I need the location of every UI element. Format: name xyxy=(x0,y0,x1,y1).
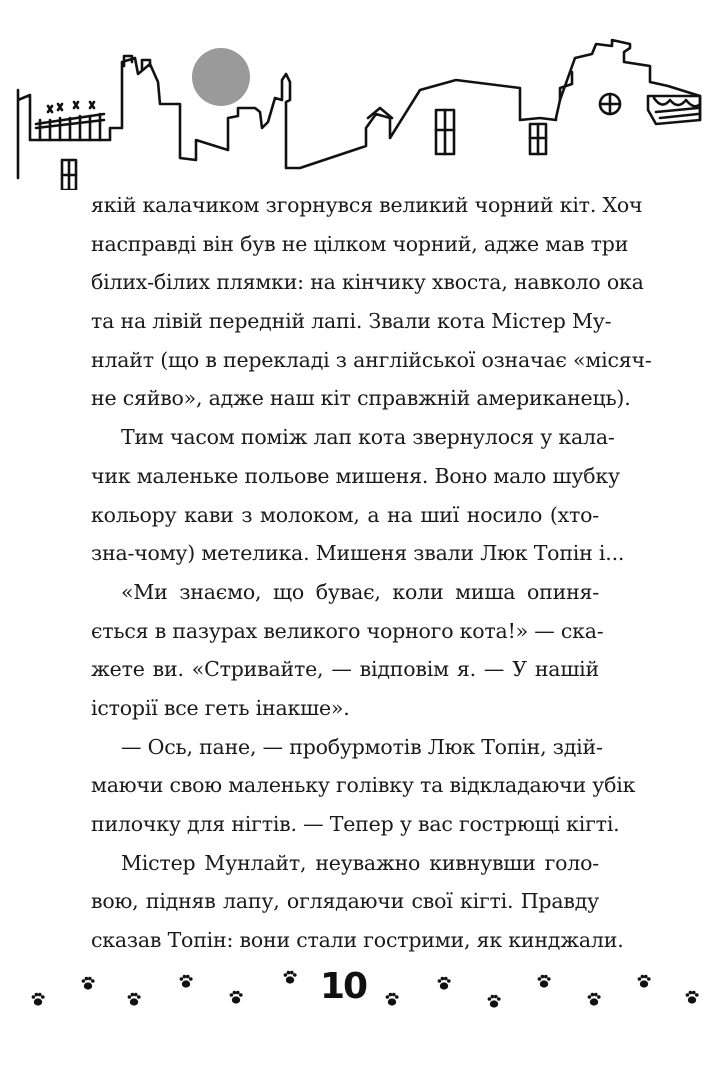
text-line: вою, підняв лапу, оглядаючи свої кігті. Правду xyxy=(91,889,599,914)
paw-print-icon xyxy=(538,975,551,988)
paw-print-icon xyxy=(230,991,243,1004)
paw-print-icon xyxy=(638,975,651,988)
text-line: «Ми знаємо, що буває, коли миша опиня- xyxy=(121,579,599,604)
text-line: насправді він був не цілком чорний, адже мав три xyxy=(91,231,629,256)
text-line: сказав Топін: вони стали гострими, як кинджали. xyxy=(91,928,624,953)
paw-print-icon xyxy=(488,995,501,1008)
text-line: Тим часом поміж лап кота звернулося у кала- xyxy=(121,425,615,450)
text-line: чик маленьке польове мишеня. Воно мало шубку xyxy=(91,463,620,488)
text-line: кольору кави з молоком, а на шиї носило (хто- xyxy=(91,502,599,527)
text-line: якій калачиком згорнувся великий чорний кіт. Хоч xyxy=(91,193,643,217)
paw-print-icon xyxy=(686,991,699,1004)
text-line: історії все геть інакше». xyxy=(91,695,350,720)
text-line: маючи свою маленьку голівку та відкладаючи убік xyxy=(91,773,636,798)
text-line: нлайт (що в перекладі з англійської означає «місяч- xyxy=(91,347,652,372)
paw-print-icon xyxy=(32,993,45,1006)
rooftops-illustration xyxy=(0,0,715,190)
paw-print-icon xyxy=(588,993,601,1006)
paw-print-icon xyxy=(180,975,193,988)
text-line: зна-чому) метелика. Мишеня звали Люк Топін і... xyxy=(91,541,625,566)
text-line: Містер Мунлайт, неуважно кивнувши голо- xyxy=(121,850,599,875)
text-line: білих-білих плямки: на кінчику хвоста, навколо ока xyxy=(91,270,644,295)
paw-print-icon xyxy=(284,971,297,984)
story-text xyxy=(91,186,652,960)
paw-print-icon xyxy=(82,977,95,990)
text-line: ється в пазурах великого чорного кота!» — ска- xyxy=(91,618,604,643)
paw-print-icon xyxy=(386,993,399,1006)
text-line: не сяйво», адже наш кіт справжній американець). xyxy=(91,386,631,411)
text-line: пилочку для нігтів. — Тепер у вас гострющі кігті. xyxy=(91,812,620,836)
paw-print-icon xyxy=(438,977,451,990)
text-line: — Ось, пане, — пробурмотів Люк Топін, здій- xyxy=(121,734,603,759)
page-number: 10 xyxy=(319,966,367,1007)
moon-icon xyxy=(192,48,250,106)
text-line: та на лівій передній лапі. Звали кота Містер Му- xyxy=(91,309,612,334)
paw-print-icon xyxy=(128,993,141,1006)
text-line: жете ви. «Стривайте, — відповім я. — У нашій xyxy=(91,657,599,682)
